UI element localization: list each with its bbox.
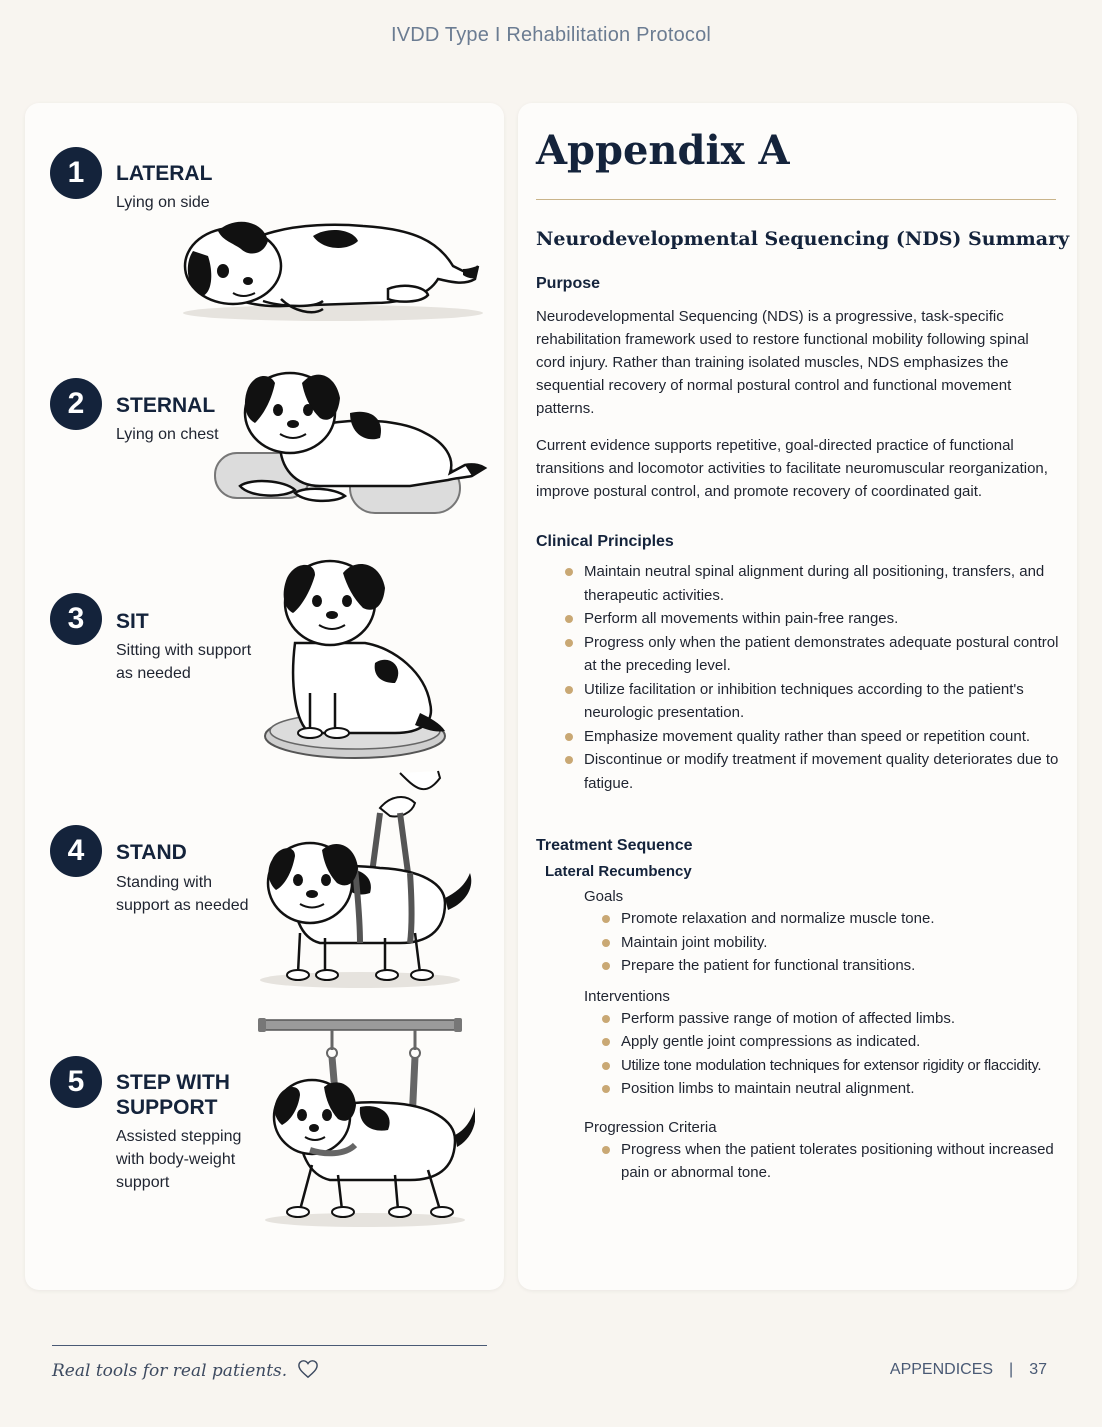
- clinical-principles-heading: Clinical Principles: [536, 533, 674, 550]
- title-divider: [536, 199, 1056, 200]
- list-item: Perform passive range of motion of affected limbs.: [536, 1007, 1062, 1031]
- step-description: Sitting with support as needed: [116, 642, 252, 682]
- footer-page-info: [890, 1361, 1047, 1379]
- list-item: Discontinue or modify treatment if movement quality deteriorates due to fatigue.: [536, 748, 1062, 795]
- clinical-principles-list: [536, 560, 1062, 795]
- list-item: Progress when the patient tolerates positioning without increased pain or abnormal tone.: [536, 1138, 1062, 1185]
- step-number-badge: 5: [50, 1056, 102, 1108]
- lateral-recumbency-heading: Lateral Recumbency: [545, 863, 692, 880]
- page-number: 37: [1029, 1361, 1047, 1378]
- list-item: Maintain joint mobility.: [536, 931, 1062, 955]
- progression-criteria-list: [536, 1138, 1062, 1185]
- dog-standing-sling-illustration: [240, 768, 475, 993]
- goals-label: Goals: [584, 888, 624, 905]
- list-item: Prepare the patient for functional transitions.: [536, 954, 1062, 978]
- page-header-title: IVDD Type I Rehabilitation Protocol: [390, 24, 712, 46]
- step-number-badge: 3: [50, 593, 102, 645]
- list-item: Maintain neutral spinal alignment during all positioning, transfers, and therapeutic activities.: [536, 560, 1062, 607]
- footer-separator: |: [1009, 1361, 1014, 1378]
- footer-section-label: APPENDICES: [889, 1361, 994, 1378]
- heart-outline-icon: [297, 1359, 319, 1379]
- step-number-badge: 1: [50, 147, 102, 199]
- footer-divider: [52, 1345, 487, 1346]
- dog-stepping-harness-illustration: [250, 1015, 475, 1230]
- interventions-label: Interventions: [584, 987, 670, 1005]
- list-item: Promote relaxation and normalize muscle tone.: [536, 907, 1062, 931]
- list-item: Utilize facilitation or inhibition techniques according to the patient's neurologic presentation.: [536, 678, 1062, 725]
- section-heading: Neurodevelopmental Sequencing (NDS) Summary: [536, 228, 1070, 250]
- appendix-content: [536, 275, 1062, 1185]
- nds-steps-panel: [25, 103, 504, 1290]
- list-item: Utilize tone modulation techniques for extensor rigidity or flaccidity.: [536, 1054, 1062, 1078]
- list-item: Perform all movements within pain-free ranges.: [536, 607, 1062, 631]
- appendix-panel: [518, 103, 1077, 1290]
- treatment-sequence-heading: Treatment Sequence: [536, 837, 693, 854]
- step-title: STEP WITH SUPPORT: [116, 1071, 230, 1119]
- purpose-heading: Purpose: [536, 275, 601, 292]
- appendix-title: Appendix A: [536, 127, 790, 174]
- footer-tagline: Real tools for real patients.: [52, 1359, 319, 1381]
- dog-sitting-illustration: [255, 553, 455, 763]
- goals-list: [536, 907, 1062, 978]
- step-description: Standing with support as needed: [116, 874, 249, 914]
- step-description: Lying on side: [116, 194, 210, 211]
- dog-lying-sternal-illustration: [210, 368, 488, 518]
- purpose-paragraph-1: Neurodevelopmental Sequencing (NDS) is a progressive, task-specific rehabilitation framework used to restore functional mobility following spinal cord injury. Rather than training isolated muscles, NDS emphasizes the sequential recovery of normal postural control and functional movement patterns.: [536, 308, 1029, 417]
- list-item: Apply gentle joint compressions as indicated.: [536, 1030, 1062, 1054]
- list-item: Position limbs to maintain neutral alignment.: [536, 1077, 1062, 1101]
- step-title: LATERAL: [116, 162, 213, 185]
- step-title: SIT: [116, 610, 149, 633]
- purpose-paragraph-2: Current evidence supports repetitive, goal-directed practice of functional transitions and locomotor activities to facilitate neuromuscular reorganization, improve postural control, and promote recovery of coordinated gait.: [536, 437, 1048, 500]
- list-item: Emphasize movement quality rather than speed or repetition count.: [536, 725, 1062, 749]
- step-number-badge: 4: [50, 825, 102, 877]
- step-description: Assisted stepping with body-weight support: [116, 1128, 242, 1191]
- step-title: STERNAL: [116, 394, 216, 417]
- progression-criteria-label: Progression Criteria: [584, 1118, 717, 1136]
- step-description: Lying on chest: [116, 426, 219, 443]
- step-number-badge: 2: [50, 378, 102, 430]
- step-title: STAND: [116, 841, 187, 864]
- dog-lying-lateral-illustration: [163, 211, 483, 326]
- list-item: Progress only when the patient demonstrates adequate postural control at the preceding level.: [536, 631, 1062, 678]
- interventions-list: [536, 1007, 1062, 1101]
